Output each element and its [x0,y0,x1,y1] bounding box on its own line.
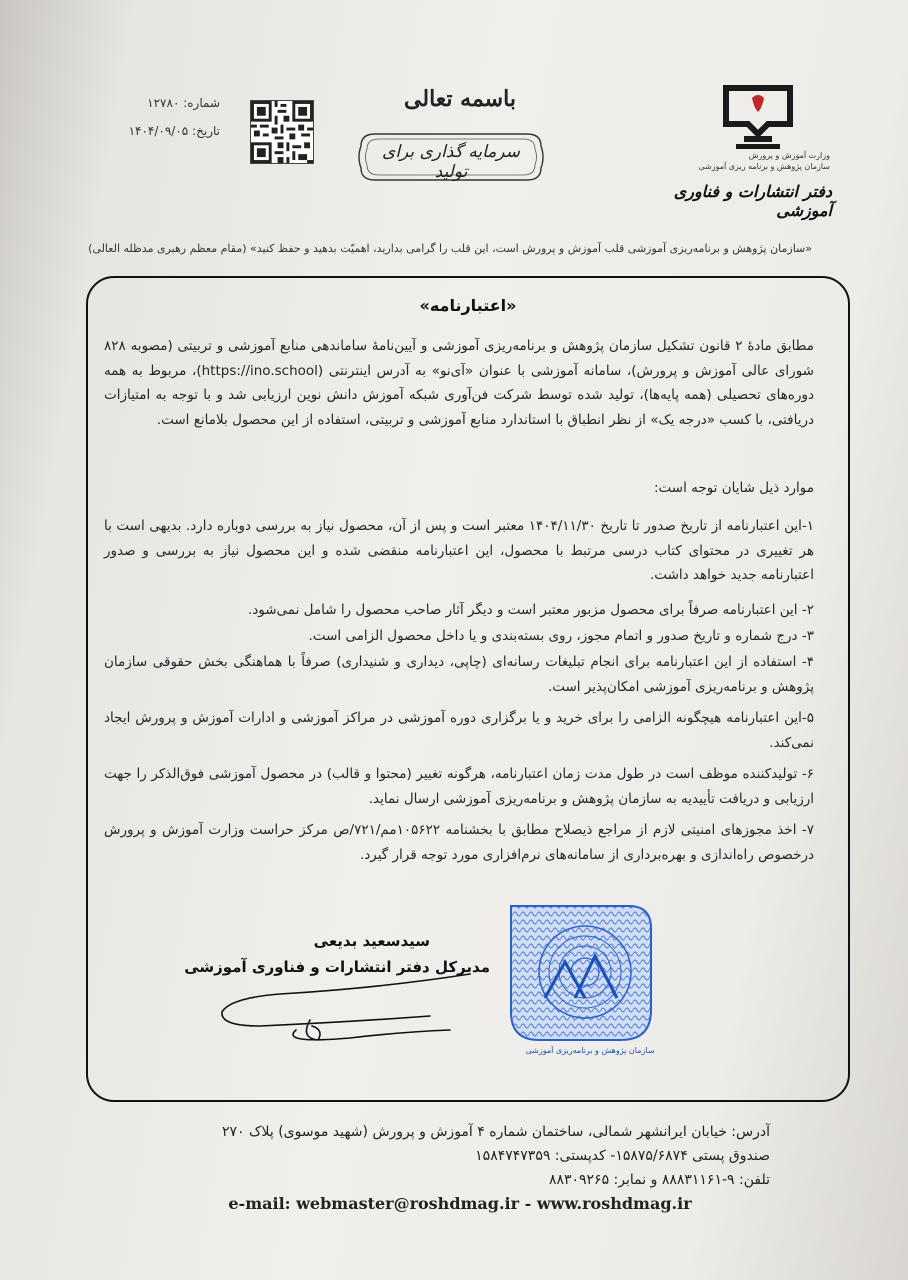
motto-text: سرمایه گذاری برای تولید [382,142,520,182]
ministry-logo [722,84,794,150]
handwritten-signature [200,960,490,1050]
ministry-line-2: سازمان پژوهش و برنامه ریزی آموزشی [698,162,830,171]
letter-number [110,96,220,110]
number-label: شماره: [183,96,220,110]
bismillah-heading: باسمه تعالی [404,86,516,112]
footer-phone: تلفن: ۹-۸۸۸۳۱۱۶۱ و نمابر: ۸۸۳۰۹۲۶۵ [548,1172,770,1188]
signer-title: مدیرکل دفتر انتشارات و فناوری آموزشی [184,958,490,976]
signer-name: سیدسعید بدیعی [313,932,430,950]
ministry-name [680,150,830,172]
footer-pobox: صندوق پستی ۱۵۸۷۵/۶۸۷۴- کدپستی: ۱۵۸۴۷۴۷۳۵۹ [475,1148,770,1164]
note-item-3: ۳- درج شماره و تاریخ صدور و اتمام مجوز، روی بسته‌بندی و یا داخل محصول الزامی است. [308,628,814,644]
footer-address: آدرس: خیابان ایرانشهر شمالی، ساختمان شماره ۴ آموزش و پرورش (شهید موسوی) پلاک ۲۷۰ [221,1124,770,1140]
seal-label: سازمان پژوهش و برنامه‌ریزی آموزشی [525,1046,655,1055]
notes-intro: موارد ذیل شایان توجه است: [653,480,814,496]
certificate-paragraph: مطابق مادهٔ ۲ قانون تشکیل سازمان پژوهش و برنامه‌ریزی آموزشی و آیین‌نامهٔ ساماندهی منابع آموزشی و تربیتی (مصوبه ۸۲۸ شورای عالی آموزش و پرورش)، سامانه آموزشی با عنوان «آی‌نو» به آدرس اینترنتی (https://ino.school)، مربوط به همه دوره‌های تحصیلی (همه پایه‌ها)، تولید شده توسط شرکت فن‌آوری شبکه آموزش دانش نوین ارزیابی شد و با توجه به امتیازات دریافتی، با کسب «درجه یک» از نظر انطباق با استاندارد منابع آموزشی و تربیتی، استفاده از این محصول بلامانع است. [104,338,814,428]
ministry-line-1: وزارت آموزش و پرورش [748,151,830,160]
leader-quote: «سازمان پژوهش و برنامه‌ریزی آموزشی قلب آموزش و پرورش است، این قلب را گرامی بدارید، اهمیّت بدهید و حفظ کنید» (مقام معظم رهبری مدظله العالی) [88,242,812,255]
certificate-title: «اعتبارنامه» [419,296,517,315]
number-value: ۱۲۷۸۰ [147,96,180,110]
note-item-2: ۲- این اعتبارنامه صرفاً برای محصول مزبور معتبر است و دیگر آثار صاحب محصول را شامل نمی‌شود. [247,602,814,618]
footer-contact: e-mail: webmaster@roshdmag.ir - www.roshdmag.ir [228,1194,692,1213]
note-item-4: ۴- استفاده از این اعتبارنامه برای انجام تبلیغات رسانه‌ای (چاپی، دیداری و شنیداری) صرفاً با هماهنگی بخش حقوقی سازمان پژوهش و برنامه‌ریزی آموزشی امکان‌پذیر است. [104,654,814,695]
letter-date [104,124,220,138]
note-item-6: ۶- تولیدکننده موظف است در طول مدت زمان اعتبارنامه، هرگونه تغییر (محتوا و قالب) در محصول آموزشی فوق‌الذکر را جهت ارزیابی و دریافت تأییدیه به سازمان پژوهش و برنامه‌ریزی آموزشی ارسال نماید. [104,766,814,807]
qr-code-icon [250,100,314,164]
note-item-7: ۷- اخذ مجوزهای امنیتی لازم از مراجع ذیصلاح مطابق با بخشنامه ۱۰۵۶۲۲مم/۷۲۱/ص مرکز حراست وزارت آموزش و پرورش درخصوص راه‌اندازی و بهره‌برداری از سامانه‌های نرم‌افزاری مورد توجه قرار گیرد. [104,822,814,863]
note-item-1: ۱-این اعتبارنامه از تاریخ صدور تا تاریخ ۱۴۰۴/۱۱/۳۰ معتبر است و پس از آن، محصول نیاز به بررسی دوباره دارد. بدیهی است با هر تغییری در محتوای کتاب درسی مرتبط با محصول، این اعتبارنامه منقضی شده و این محصول نیاز به بررسی و صدور اعتبارنامه جدید خواهد داشت. [104,518,814,583]
official-seal-stamp [505,902,655,1044]
date-label: تاریخ: [192,124,220,138]
department-name: دفتر انتشارات و فناوری آموزشی [673,182,832,220]
note-item-5: ۵-این اعتبارنامه هیچگونه الزامی را برای خرید و یا برگزاری دوره آموزشی در مراکز آموزشی و ادارات آموزش و پرورش ایجاد نمی‌کند. [104,710,814,751]
date-value: ۱۴۰۴/۰۹/۰۵ [128,124,189,138]
